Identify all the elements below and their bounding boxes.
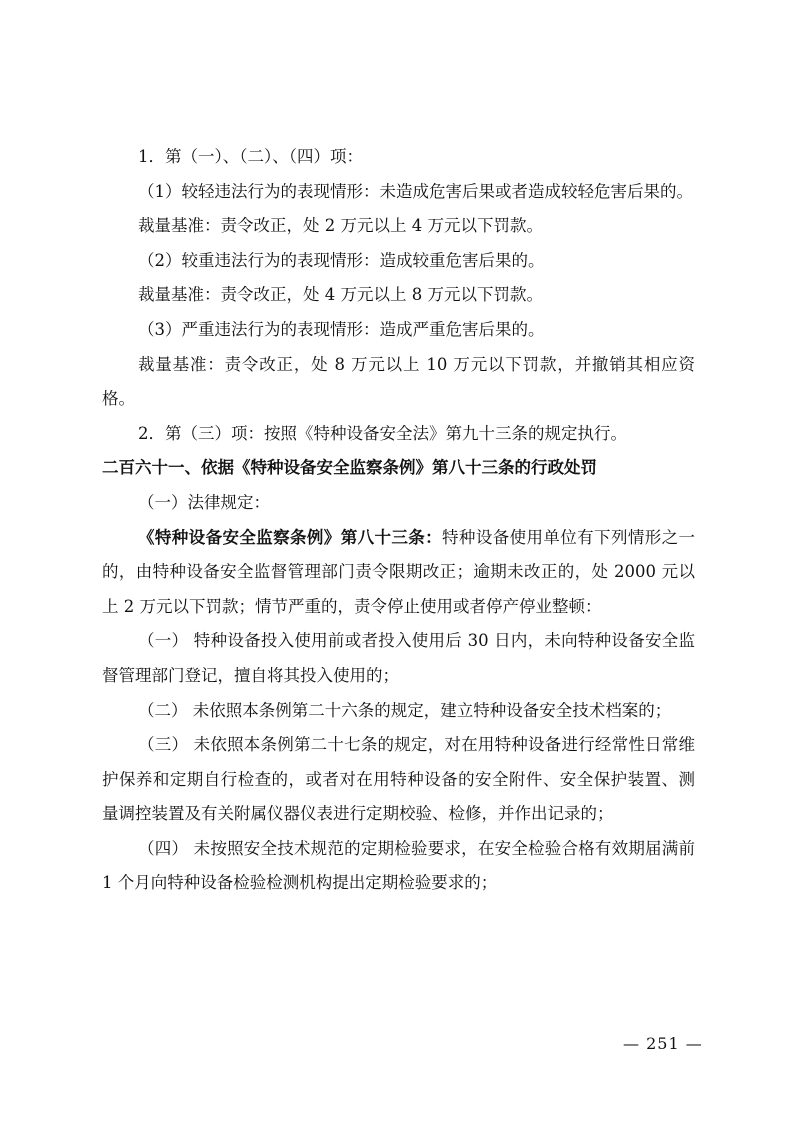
paragraph-minor-standard: 裁量基准：责令改正，处 2 万元以上 4 万元以下罚款。 xyxy=(138,216,543,236)
paragraph-minor-violation: （1）较轻违法行为的表现情形：未造成危害后果或者造成较轻危害后果的。 xyxy=(138,181,693,201)
paragraph-major-violation: （2）较重违法行为的表现情形：造成较重危害后果的。 xyxy=(138,250,545,270)
subsection-title: （一）法律规定： xyxy=(138,492,270,512)
article-head: 《特种设备安全监察条例》第八十三条： xyxy=(138,527,443,547)
article-paragraph xyxy=(102,521,695,625)
list-item-2: （二） 未依照本条例第二十六条的规定，建立特种设备安全技术档案的； xyxy=(138,700,672,720)
list-item-1: （一） 特种设备投入使用前或者投入使用后 30 日内，未向特种设备安全监督管理部门登记，擅自将其投入使用的； xyxy=(102,631,695,685)
page-number: — 251 — xyxy=(623,1034,703,1053)
paragraph-item-2-heading: 2．第（三）项：按照《特种设备安全法》第九十三条的规定执行。 xyxy=(138,423,627,443)
paragraph-major-standard: 裁量基准：责令改正，处 4 万元以上 8 万元以下罚款。 xyxy=(138,285,543,305)
document-page xyxy=(102,140,695,901)
list-item-3: （三） 未依照本条例第二十七条的规定，对在用特种设备进行经常性日常维护保养和定期自行检查的，或者对在用特种设备的安全附件、安全保护装置、测量调控装置及有关附属仪器仪表进行定期校验、检修，并作出记录的； xyxy=(102,735,695,824)
paragraph-serious-standard: 裁量基准：责令改正，处 8 万元以上 10 万元以下罚款，并撤销其相应资格。 xyxy=(102,354,695,409)
section-title: 二百六十一、依据《特种设备安全监察条例》第八十三条的行政处罚 xyxy=(102,458,597,478)
list-item-4: （四） 未按照安全技术规范的定期检验要求，在安全检验合格有效期届满前 1 个月向特种设备检验检测机构提出定期检验要求的； xyxy=(102,838,695,893)
paragraph-item-1-heading: 1．第（一）、（二）、（四）项： xyxy=(138,147,363,166)
article-body: 特种设备使用单位有下列情形之一的，由特种设备安全监督管理部门责令限期改正；逾期未改正的，处 2000 元以上 2 万元以下罚款；情节严重的，责令停止使用或者停产停业整顿： xyxy=(102,527,695,616)
paragraph-serious-violation: （3）严重违法行为的表现情形：造成严重危害后果的。 xyxy=(138,319,545,339)
